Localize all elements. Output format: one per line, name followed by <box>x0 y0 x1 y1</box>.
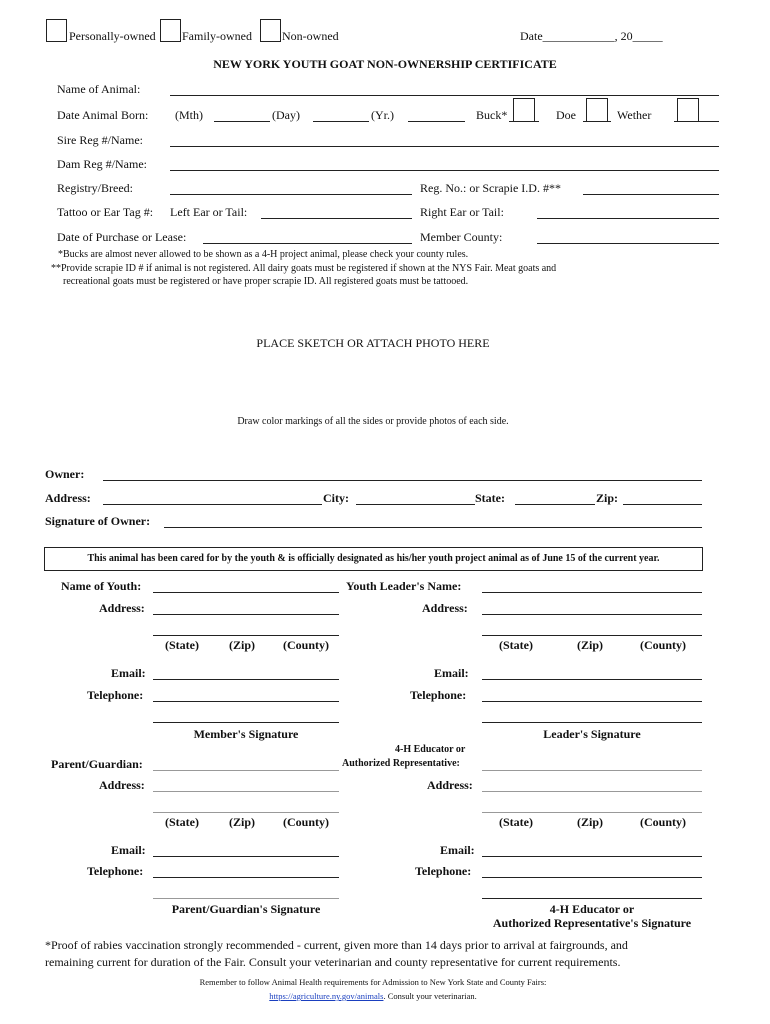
family-owned-label: Family-owned <box>182 29 252 43</box>
non-owned-checkbox[interactable] <box>260 19 281 42</box>
educator-signature-field[interactable] <box>482 898 702 899</box>
parent-email-label: Email: <box>111 843 146 857</box>
page-title: NEW YORK YOUTH GOAT NON-OWNERSHIP CERTIFICATE <box>213 57 557 71</box>
educator-state-label: (State) <box>499 815 533 829</box>
consult-text: . Consult your veterinarian. <box>383 991 477 1001</box>
member-signature-label: Member's Signature <box>193 727 299 741</box>
parent-email-field[interactable] <box>153 856 339 857</box>
buck-checkbox[interactable] <box>513 98 535 122</box>
educator-address-field[interactable] <box>482 791 702 792</box>
educator-address-line2[interactable] <box>482 812 702 813</box>
youth-zip-label: (Zip) <box>229 638 256 652</box>
regno-label: Reg. No.: or Scrapie I.D. #** <box>420 181 561 195</box>
dam-label: Dam Reg #/Name: <box>57 157 147 171</box>
right-ear-label: Right Ear or Tail: <box>420 205 504 219</box>
dob-year-label: (Yr.) <box>371 108 394 122</box>
leader-zip-label: (Zip) <box>577 638 604 652</box>
owner-state-field[interactable] <box>515 504 595 505</box>
animal-name-field[interactable] <box>170 95 719 96</box>
member-county-field[interactable] <box>537 243 719 244</box>
leader-email-field[interactable] <box>482 679 702 680</box>
leader-signature-label: Leader's Signature <box>543 727 641 741</box>
parent-name-field[interactable] <box>153 770 339 771</box>
leader-telephone-label: Telephone: <box>410 688 467 702</box>
reminder-text: Remember to follow Animal Health requirements for Admission to New York State and County Fairs: <box>199 977 547 987</box>
tattoo-label: Tattoo or Ear Tag #: <box>57 205 154 219</box>
wether-label: Wether <box>617 108 652 122</box>
rabies-note-line2: remaining current for duration of the Fair. Consult your veterinarian and county representative for current requirements. <box>45 955 621 969</box>
educator-county-label: (County) <box>640 815 687 829</box>
date-field[interactable]: Date____________, 20_____ <box>520 29 663 43</box>
educator-name-field[interactable] <box>482 770 702 771</box>
parent-signature-label: Parent/Guardian's Signature <box>171 902 321 916</box>
parent-signature-field[interactable] <box>153 898 339 899</box>
bucks-note: *Bucks are almost never allowed to be shown as a 4-H project animal, please check your county rules. <box>58 249 469 260</box>
youth-telephone-field[interactable] <box>153 701 339 702</box>
wether-checkbox[interactable] <box>677 98 699 122</box>
dob-label: Date Animal Born: <box>57 108 149 122</box>
sketch-heading: PLACE SKETCH OR ATTACH PHOTO HERE <box>256 336 490 350</box>
youth-email-field[interactable] <box>153 679 339 680</box>
dob-month-label: (Mth) <box>175 108 203 122</box>
owner-zip-label: Zip: <box>596 491 619 505</box>
member-signature-field[interactable] <box>153 722 339 723</box>
youth-name-field[interactable] <box>153 592 339 593</box>
educator-signature-label-line1: 4-H Educator or <box>549 902 635 916</box>
scrapie-note-line1: **Provide scrapie ID # if animal is not registered. All dairy goats must be registered if shown at the NYS Fair. Meat goats and <box>51 263 557 274</box>
youth-address-line2[interactable] <box>153 635 339 636</box>
left-ear-label: Left Ear or Tail: <box>170 205 248 219</box>
wether-underline <box>674 121 719 122</box>
educator-zip-label: (Zip) <box>577 815 604 829</box>
youth-address-label: Address: <box>99 601 145 615</box>
sketch-instruction: Draw color markings of all the sides or provide photos of each side. <box>237 416 509 427</box>
youth-telephone-label: Telephone: <box>87 688 144 702</box>
dob-day-field[interactable] <box>313 121 369 122</box>
leader-state-label: (State) <box>499 638 533 652</box>
scrapie-note-line2: recreational goats must be registered or have proper scrapie ID. All registered goats must be tattooed. <box>63 276 469 287</box>
parent-telephone-label: Telephone: <box>87 864 144 878</box>
rabies-note-line1: *Proof of rabies vaccination strongly recommended - current, given more than 14 days prior to arrival at fairgrounds, and <box>45 938 628 952</box>
educator-telephone-label: Telephone: <box>415 864 472 878</box>
leader-address-line2[interactable] <box>482 635 702 636</box>
parent-address-line2[interactable] <box>153 812 339 813</box>
youth-state-label: (State) <box>165 638 199 652</box>
buck-underline <box>509 121 539 122</box>
leader-signature-field[interactable] <box>482 722 702 723</box>
purchase-date-field[interactable] <box>203 243 412 244</box>
parent-address-label: Address: <box>99 778 145 792</box>
personally-owned-checkbox[interactable] <box>46 19 67 42</box>
owner-state-label: State: <box>475 491 505 505</box>
leader-email-label: Email: <box>434 666 469 680</box>
educator-name-label-line2: Authorized Representative: <box>342 758 460 769</box>
buck-label: Buck* <box>476 108 508 122</box>
parent-telephone-field[interactable] <box>153 877 339 878</box>
leader-address-field[interactable] <box>482 614 702 615</box>
regno-field[interactable] <box>583 194 719 195</box>
parent-address-field[interactable] <box>153 791 339 792</box>
leader-name-label: Youth Leader's Name: <box>346 579 462 593</box>
footer-link-line <box>0 991 746 1001</box>
youth-name-label: Name of Youth: <box>61 579 142 593</box>
youth-address-field[interactable] <box>153 614 339 615</box>
dam-field[interactable] <box>170 170 719 171</box>
right-ear-field[interactable] <box>537 218 719 219</box>
educator-email-label: Email: <box>440 843 475 857</box>
owner-address-field[interactable] <box>103 504 322 505</box>
dob-month-field[interactable] <box>214 121 270 122</box>
left-ear-field[interactable] <box>261 218 412 219</box>
registry-label: Registry/Breed: <box>57 181 133 195</box>
member-county-label: Member County: <box>420 230 503 244</box>
sire-field[interactable] <box>170 146 719 147</box>
doe-checkbox[interactable] <box>586 98 608 122</box>
dob-day-label: (Day) <box>272 108 300 122</box>
youth-email-label: Email: <box>111 666 146 680</box>
agriculture-link[interactable]: https://agriculture.ny.gov/animals <box>269 991 384 1001</box>
family-owned-checkbox[interactable] <box>160 19 181 42</box>
educator-email-field[interactable] <box>482 856 702 857</box>
animal-name-label: Name of Animal: <box>57 82 141 96</box>
statement-text: This animal has been cared for by the youth & is officially designated as his/her youth project animal as of June 15 of the current year. <box>87 553 660 564</box>
doe-label: Doe <box>556 108 576 122</box>
dob-year-field[interactable] <box>408 121 465 122</box>
personally-owned-label: Personally-owned <box>69 29 156 43</box>
owner-label: Owner: <box>45 467 85 481</box>
youth-county-label: (County) <box>283 638 330 652</box>
parent-name-label: Parent/Guardian: <box>51 757 143 771</box>
owner-zip-field[interactable] <box>623 504 702 505</box>
parent-zip-label: (Zip) <box>229 815 256 829</box>
educator-name-label-line1: 4-H Educator or <box>395 744 466 755</box>
registry-field[interactable] <box>170 194 412 195</box>
owner-signature-label: Signature of Owner: <box>45 514 151 528</box>
parent-county-label: (County) <box>283 815 330 829</box>
non-owned-label: Non-owned <box>282 29 339 43</box>
owner-field[interactable] <box>103 480 702 481</box>
owner-city-field[interactable] <box>356 504 475 505</box>
leader-telephone-field[interactable] <box>482 701 702 702</box>
owner-address-label: Address: <box>45 491 91 505</box>
educator-address-label: Address: <box>427 778 473 792</box>
purchase-date-label: Date of Purchase or Lease: <box>57 230 187 244</box>
leader-name-field[interactable] <box>482 592 702 593</box>
educator-telephone-field[interactable] <box>482 877 702 878</box>
sire-label: Sire Reg #/Name: <box>57 133 143 147</box>
leader-address-label: Address: <box>422 601 468 615</box>
doe-underline <box>583 121 611 122</box>
parent-state-label: (State) <box>165 815 199 829</box>
owner-city-label: City: <box>323 491 349 505</box>
educator-signature-label-line2: Authorized Representative's Signature <box>492 916 692 930</box>
leader-county-label: (County) <box>640 638 687 652</box>
owner-signature-field[interactable] <box>164 527 702 528</box>
